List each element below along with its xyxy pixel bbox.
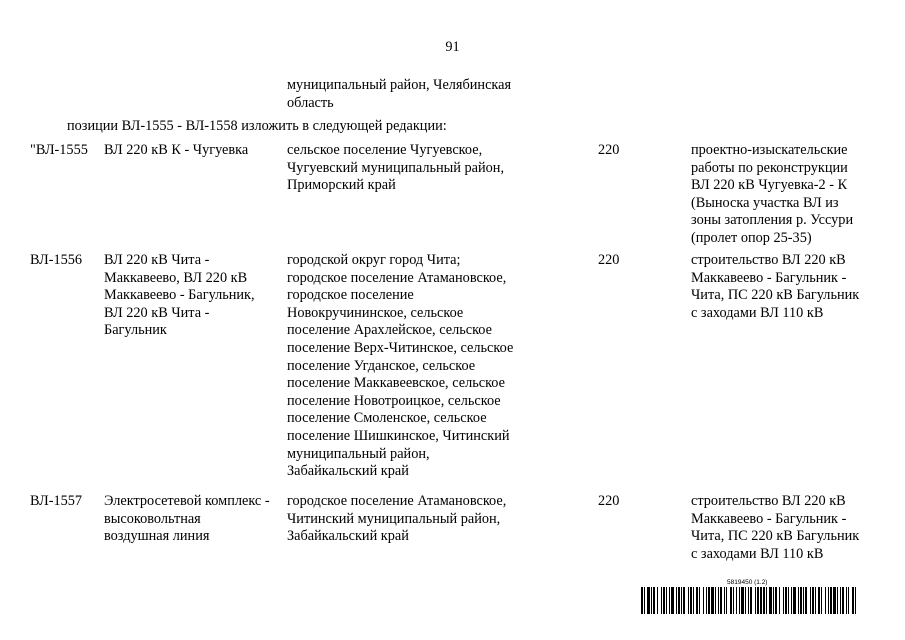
name-line: Маккавеево, ВЛ 220 кВ	[104, 269, 248, 286]
note-line: (Выноска участка ВЛ из	[691, 194, 839, 211]
location-line: Забайкальский край	[287, 528, 409, 545]
row-id: ВЛ-1556	[30, 252, 83, 268]
row-location	[287, 142, 577, 195]
location-line: поселение Новотроицкое, сельское	[287, 392, 501, 409]
row-location	[287, 252, 577, 481]
name-line: воздушная линия	[104, 528, 210, 545]
note-line: зоны затопления р. Уссури	[691, 212, 854, 229]
name-line: высоковольтная	[104, 510, 201, 527]
page-number: 91	[445, 39, 460, 55]
note-line: строительство ВЛ 220 кВ	[691, 493, 846, 509]
note-line: (пролет опор 25-35)	[691, 229, 812, 246]
location-line: Новокручининское, сельское	[287, 304, 464, 321]
name-line: ВЛ 220 кВ Чита -	[104, 304, 210, 321]
row-note	[691, 493, 891, 563]
note-line: Чита, ПС 220 кВ Багульник	[691, 287, 860, 304]
row-name	[104, 493, 284, 546]
location-line: поселение Маккавеевское, сельское	[287, 375, 505, 392]
note-line: с заходами ВЛ 110 кВ	[691, 545, 824, 562]
name-line: ВЛ 220 кВ К - Чугуевка	[104, 142, 249, 158]
location-line: городское поселение Атамановское,	[287, 493, 507, 509]
location-line: поселение Верх-Читинское, сельское	[287, 339, 514, 356]
location-line: Читинский муниципальный район,	[287, 510, 501, 527]
row-name	[104, 142, 284, 160]
row-voltage: 220	[598, 252, 620, 268]
row-voltage: 220	[598, 142, 620, 158]
location-line: городской округ город Чита;	[287, 252, 461, 268]
row-name	[104, 252, 284, 340]
continued-line: муниципальный район, Челябинская	[287, 77, 512, 93]
location-line: поселение Угданское, сельское	[287, 357, 476, 374]
continued-location-cell	[287, 77, 511, 112]
note-line: работы по реконструкции	[691, 159, 848, 176]
intro-text: позиции ВЛ-1555 - ВЛ-1558 изложить в следующей редакции:	[67, 118, 447, 134]
note-line: Чита, ПС 220 кВ Багульник	[691, 528, 860, 545]
name-line: ВЛ 220 кВ Чита -	[104, 252, 210, 268]
location-line: городское поселение Атамановское,	[287, 269, 507, 286]
note-line: проектно-изыскательские	[691, 142, 848, 158]
note-line: строительство ВЛ 220 кВ	[691, 252, 846, 268]
note-line: Маккавеево - Багульник -	[691, 510, 847, 527]
location-line: Забайкальский край	[287, 463, 409, 480]
continued-line: область	[287, 94, 334, 111]
name-line: Багульник	[104, 322, 167, 339]
row-note	[691, 252, 891, 322]
row-location	[287, 493, 577, 546]
location-line: сельское поселение Чугуевское,	[287, 142, 483, 158]
location-line: поселение Шишкинское, Читинский	[287, 427, 510, 444]
row-id: "ВЛ-1555	[30, 142, 88, 158]
location-line: Чугуевский муниципальный район,	[287, 159, 505, 176]
note-line: ВЛ 220 кВ Чугуевка-2 - К	[691, 177, 848, 194]
location-line: поселение Смоленское, сельское	[287, 410, 487, 427]
location-line: городское поселение	[287, 287, 414, 304]
location-line: Приморский край	[287, 177, 396, 194]
location-line: муниципальный район,	[287, 445, 430, 462]
row-id: ВЛ-1557	[30, 493, 83, 509]
location-line: поселение Арахлейское, сельское	[287, 322, 492, 339]
note-line: с заходами ВЛ 110 кВ	[691, 304, 824, 321]
name-line: Электросетевой комплекс -	[104, 493, 270, 509]
barcode-label: 5819450 (1.2)	[727, 579, 768, 586]
row-note	[691, 142, 891, 248]
row-voltage: 220	[598, 493, 620, 509]
barcode-icon	[641, 587, 856, 614]
note-line: Маккавеево - Багульник -	[691, 269, 847, 286]
name-line: Маккавеево - Багульник,	[104, 287, 255, 304]
